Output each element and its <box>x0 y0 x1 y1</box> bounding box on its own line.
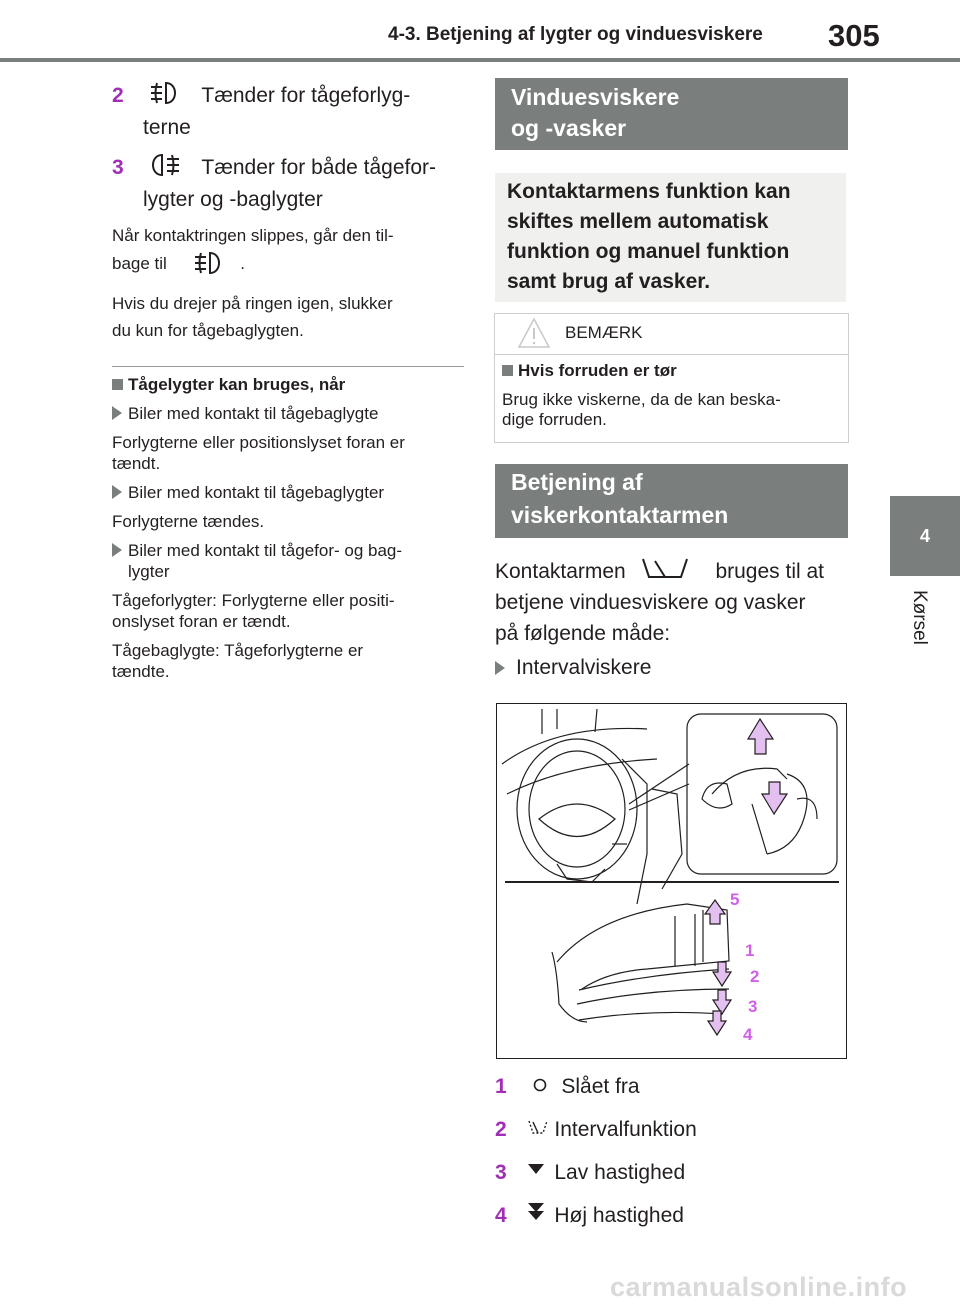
wiper-lever-intro <box>495 555 855 649</box>
intro-line-2: betjene vinduesviskere og vasker <box>495 591 806 614</box>
rear-fog-light-icon <box>148 152 188 178</box>
fig-label-1: 1 <box>745 941 755 960</box>
intro-line-1b: bruges til at <box>715 560 824 583</box>
chapter-label: Kørsel <box>909 590 930 645</box>
front-fog-light-icon-inline <box>192 250 232 274</box>
item-2-text-cont: terne <box>143 116 191 139</box>
wiper-lever-figure <box>496 703 847 1059</box>
condition-3-line-2: onslyset foran er tændt. <box>112 612 291 631</box>
note-1-line-2: bage til <box>112 254 167 273</box>
notice-label: BEMÆRK <box>565 323 643 342</box>
fig-label-4: 4 <box>743 1025 753 1044</box>
intro-line-3: på følgende måde: <box>495 622 671 645</box>
condition-3-line-1: Tågeforlygter: Forlygterne eller positi- <box>112 591 395 610</box>
summary-line-4: samt brug af vasker. <box>507 270 711 293</box>
wipers-title-box <box>495 78 848 150</box>
off-circle-icon <box>533 1078 553 1092</box>
list-item-1-text: Slået fra <box>561 1075 640 1098</box>
condition-3-heading-cont: lygter <box>128 562 170 581</box>
triangle-bullet-icon <box>112 485 122 499</box>
item-3 <box>112 152 472 216</box>
square-bullet-icon <box>112 379 123 390</box>
condition-3 <box>112 540 472 582</box>
condition-1-line-2: tændt. <box>112 454 161 473</box>
watermark: carmanualsonline.info <box>610 1272 908 1302</box>
wipers-title-line-1: Vinduesviskere <box>511 84 680 110</box>
square-bullet-icon <box>502 365 513 376</box>
condition-1-text <box>112 432 472 474</box>
item-2 <box>112 80 472 144</box>
list-item-1 <box>495 1071 835 1103</box>
wiper-lever-illustration <box>497 704 846 1058</box>
note-2-line-2: du kun for tågebaglygten. <box>112 321 304 340</box>
section-title: 4-3. Betjening af lygter og vinduesviskere <box>388 24 763 45</box>
list-item-3-text: Lav hastighed <box>554 1161 686 1184</box>
warning-triangle-icon <box>517 317 551 349</box>
list-item-4-text: Høj hastighed <box>554 1204 684 1227</box>
high-speed-arrow-icon <box>527 1202 547 1222</box>
windshield-wiper-icon <box>640 555 700 581</box>
page-number: 305 <box>828 18 880 53</box>
fog-light-subheading-text: Tågelygter kan bruges, når <box>128 375 346 394</box>
notice-header <box>495 314 848 355</box>
item-3-text: Tænder for både tågefor- <box>201 156 437 179</box>
list-item-3-number: 3 <box>495 1161 507 1184</box>
triangle-bullet-icon <box>112 406 122 420</box>
notice-heading <box>502 360 677 381</box>
summary-line-1: Kontaktarmens funktion kan <box>507 180 791 203</box>
wiper-lever-title-line-1: Betjening af <box>511 469 643 495</box>
wiper-lever-title-line-2: viskerkontaktarmen <box>511 502 729 528</box>
intro-line-1a: Kontaktarmen <box>495 560 626 583</box>
divider <box>112 366 464 367</box>
notice-text <box>502 390 842 430</box>
notice-box <box>494 313 849 443</box>
list-item-4 <box>495 1200 835 1232</box>
chapter-tab: 4 <box>890 496 960 576</box>
condition-3-text <box>112 590 472 632</box>
triangle-bullet-icon <box>112 543 122 557</box>
list-item-3 <box>495 1157 835 1189</box>
list-item-2-text: Intervalfunktion <box>554 1118 697 1141</box>
condition-1 <box>112 403 472 424</box>
condition-2-line-1: Forlygterne tændes. <box>112 512 265 531</box>
note-1-period: . <box>240 254 246 273</box>
notice-text-line-2: dige forruden. <box>502 410 607 429</box>
list-item-2-number: 2 <box>495 1118 507 1141</box>
condition-4-line-1: Tågebaglygte: Tågeforlygterne er <box>112 641 364 660</box>
section-underline <box>495 536 848 538</box>
condition-2-text <box>112 511 472 532</box>
condition-1-heading: Biler med kontakt til tågebaglygte <box>128 404 379 423</box>
wiper-lever-title-box <box>495 464 848 536</box>
item-2-text: Tænder for tågeforlyg- <box>201 84 411 107</box>
item-2-number: 2 <box>112 84 124 107</box>
item-3-text-cont: lygter og -baglygter <box>143 188 323 211</box>
intermittent-bullet-text: Intervalviskere <box>516 656 652 679</box>
chapter-label-container <box>900 590 940 670</box>
fig-label-2: 2 <box>750 967 760 986</box>
low-speed-arrow-icon <box>527 1163 547 1177</box>
fig-label-5: 5 <box>730 890 740 909</box>
notice-heading-text: Hvis forruden er tør <box>518 361 677 380</box>
fog-light-subheading <box>112 374 472 395</box>
condition-3-heading: Biler med kontakt til tågefor- og bag- <box>128 541 403 560</box>
list-item-1-number: 1 <box>495 1075 507 1098</box>
intermittent-bullet <box>495 652 855 684</box>
list-item-4-number: 4 <box>495 1204 507 1227</box>
notice-text-line-1: Brug ikke viskerne, da de kan beska- <box>502 390 781 409</box>
note-2-line-1: Hvis du drejer på ringen igen, slukker <box>112 294 393 313</box>
fig-label-3: 3 <box>748 997 758 1016</box>
condition-2-heading: Biler med kontakt til tågebaglygter <box>128 483 385 502</box>
summary-line-3: funktion og manuel funktion <box>507 240 790 263</box>
condition-4-text <box>112 640 472 682</box>
note-release-ring <box>112 222 472 278</box>
note-1-line-1: Når kontaktringen slippes, går den til- <box>112 226 394 245</box>
front-fog-light-icon <box>148 80 188 106</box>
condition-1-line-1: Forlygterne eller positionslyset foran er <box>112 433 405 452</box>
item-3-number: 3 <box>112 156 124 179</box>
list-item-2 <box>495 1114 835 1146</box>
triangle-bullet-icon <box>495 661 505 675</box>
wipers-title-line-2: og -vasker <box>511 115 627 141</box>
condition-2 <box>112 482 472 503</box>
wipers-summary-box <box>495 173 846 302</box>
condition-4-line-2: tændte. <box>112 662 170 681</box>
header-rule <box>0 58 960 62</box>
intermittent-wiper-icon <box>527 1118 549 1136</box>
note-turn-ring <box>112 290 472 344</box>
summary-line-2: skiftes mellem automatisk <box>507 210 769 233</box>
